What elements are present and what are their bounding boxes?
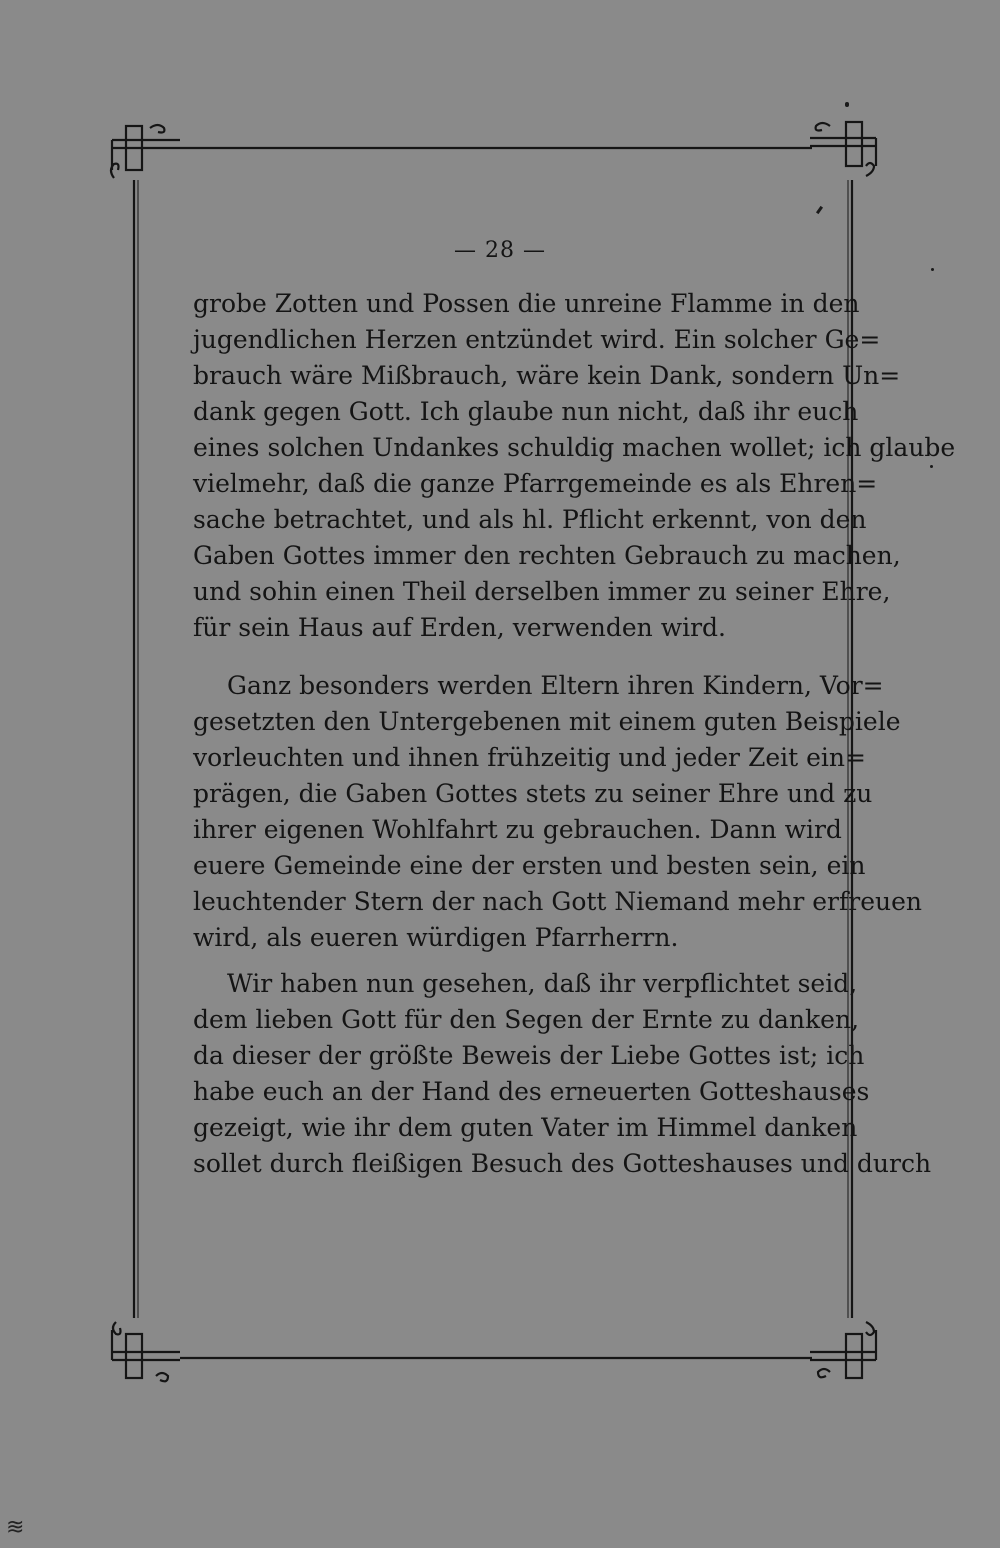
- ink-speck: [931, 268, 934, 271]
- corner-ornament-bottom-right: [810, 1322, 876, 1378]
- text-line: brauch wäre Mißbrauch, wäre kein Dank, sondern Un=: [193, 361, 901, 390]
- text-line: sache betrachtet, und als hl. Pflicht erkennt, von den: [193, 505, 867, 534]
- text-line: Wir haben nun gesehen, daß ihr verpflichtet seid,: [227, 969, 858, 998]
- text-line: Gaben Gottes immer den rechten Gebrauch zu machen,: [193, 541, 901, 570]
- text-line: wird, als eueren würdigen Pfarrherrn.: [193, 923, 679, 952]
- text-line: vorleuchten und ihnen frühzeitig und jeder Zeit ein=: [193, 743, 866, 772]
- ink-speck: [845, 102, 849, 107]
- text-line: leuchtender Stern der nach Gott Niemand mehr erfreuen: [193, 887, 922, 916]
- text-line: jugendlichen Herzen entzündet wird. Ein solcher Ge=: [193, 325, 881, 354]
- text-line: euere Gemeinde eine der ersten und besten sein, ein: [193, 851, 866, 880]
- text-line: vielmehr, daß die ganze Pfarrgemeinde es als Ehren=: [193, 469, 878, 498]
- text-line: sollet durch fleißigen Besuch des Gotteshauses und durch: [193, 1149, 932, 1178]
- paragraph-3: [193, 966, 932, 1182]
- text-line: gezeigt, wie ihr dem guten Vater im Himmel danken: [193, 1113, 858, 1142]
- corner-ornament-bottom-left: [112, 1322, 180, 1381]
- text-line: da dieser der größte Beweis der Liebe Gottes ist; ich: [193, 1041, 865, 1070]
- paragraph-1: [193, 286, 956, 646]
- text-line: eines solchen Undankes schuldig machen wollet; ich glaube: [193, 433, 956, 462]
- text-line: prägen, die Gaben Gottes stets zu seiner Ehre und zu: [193, 779, 873, 808]
- text-line: habe euch an der Hand des erneuerten Gotteshauses: [193, 1077, 870, 1106]
- text-line: und sohin einen Theil derselben immer zu seiner Ehre,: [193, 577, 891, 606]
- text-line: gesetzten den Untergebenen mit einem guten Beispiele: [193, 707, 901, 736]
- corner-ornament-top-left: [111, 125, 180, 178]
- page-number: — 28 —: [454, 238, 546, 263]
- ink-speck: [930, 465, 933, 468]
- text-line: dank gegen Gott. Ich glaube nun nicht, daß ihr euch: [193, 397, 859, 426]
- text-line: grobe Zotten und Possen die unreine Flamme in den: [193, 289, 860, 318]
- text-line: für sein Haus auf Erden, verwenden wird.: [193, 613, 727, 642]
- text-line: dem lieben Gott für den Segen der Ernte zu danken,: [193, 1005, 860, 1034]
- text-line: Ganz besonders werden Eltern ihren Kindern, Vor=: [227, 671, 884, 700]
- scan-corner-mark: ≋: [6, 1515, 25, 1540]
- corner-ornament-top-right: [810, 122, 876, 176]
- paragraph-2: [193, 668, 922, 956]
- text-line: ihrer eigenen Wohlfahrt zu gebrauchen. Dann wird: [193, 815, 842, 844]
